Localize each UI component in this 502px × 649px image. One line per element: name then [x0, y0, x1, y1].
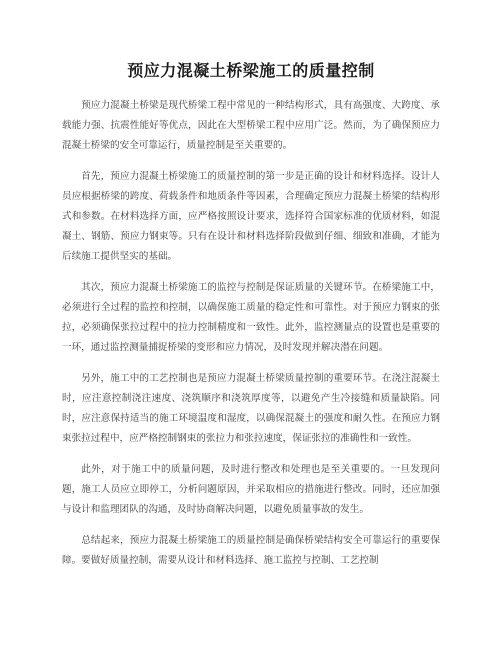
paragraph: 另外，施工中的工艺控制也是预应力混凝土桥梁质量控制的重要环节。在浇注混凝土时，应注意控制浇注速度、浇筑顺序和浇筑厚度等，以避免产生冷接缝和质量缺陷。同时，应注意保持适当的施工环境温度和湿度，以确保混凝土的强度和耐久性。在预应力钢束张拉过程中，应严格控制钢束的张拉力和张拉速度，保证张拉的准确性和一致性。	[62, 373, 440, 444]
paragraph: 其次，预应力混凝土桥梁施工的监控与控制是保证质量的关键环节。在桥梁施工中，必须进行全过程的监控和控制，以确保施工质量的稳定性和可靠性。对于预应力钢束的张拉，必须确保张拉过程中的拉力控制精度和一致性。此外，监控测量点的设置也是重要的一环，通过监控测量捕捉桥梁的变形和应力情况，及时发现并解决潜在问题。	[62, 282, 440, 353]
document-title: 预应力混凝土桥梁施工的质量控制	[127, 61, 375, 80]
paragraph: 预应力混凝土桥梁是现代桥梁工程中常见的一种结构形式，具有高强度、大跨度、承载能力强、抗震性能好等优点，因此在大型桥梁工程中应用广泛。然而，为了确保预应力混凝土桥梁的安全可靠运行，质量控制是至关重要的。	[62, 100, 440, 151]
paragraph: 此外，对于施工中的质量问题，及时进行整改和处理也是至关重要的。一旦发现问题，施工人员应立即停工，分析问题原因，并采取相应的措施进行整改。同时，还应加强与设计和监理团队的沟通，及时协商解决问题，以避免质量事故的发生。	[62, 464, 440, 515]
paragraph: 总结起来，预应力混凝土桥梁施工的质量控制是确保桥梁结构安全可靠运行的重要保障。要做好质量控制，需要从设计和材料选择、施工监控与控制、工艺控制	[62, 535, 440, 566]
paragraph: 首先，预应力混凝土桥梁施工的质量控制的第一步是正确的设计和材料选择。设计人员应根据桥梁的跨度、荷载条件和地质条件等因素，合理确定预应力混凝土桥梁的结构形式和参数。在材料选择方面，应严格按照设计要求，选择符合国家标准的优质材料，如混凝土、钢筋、预应力钢束等。只有在设计和材料选择阶段做到仔细、细致和准确，才能为后续施工提供坚实的基础。	[62, 171, 440, 262]
document-body	[62, 96, 440, 571]
